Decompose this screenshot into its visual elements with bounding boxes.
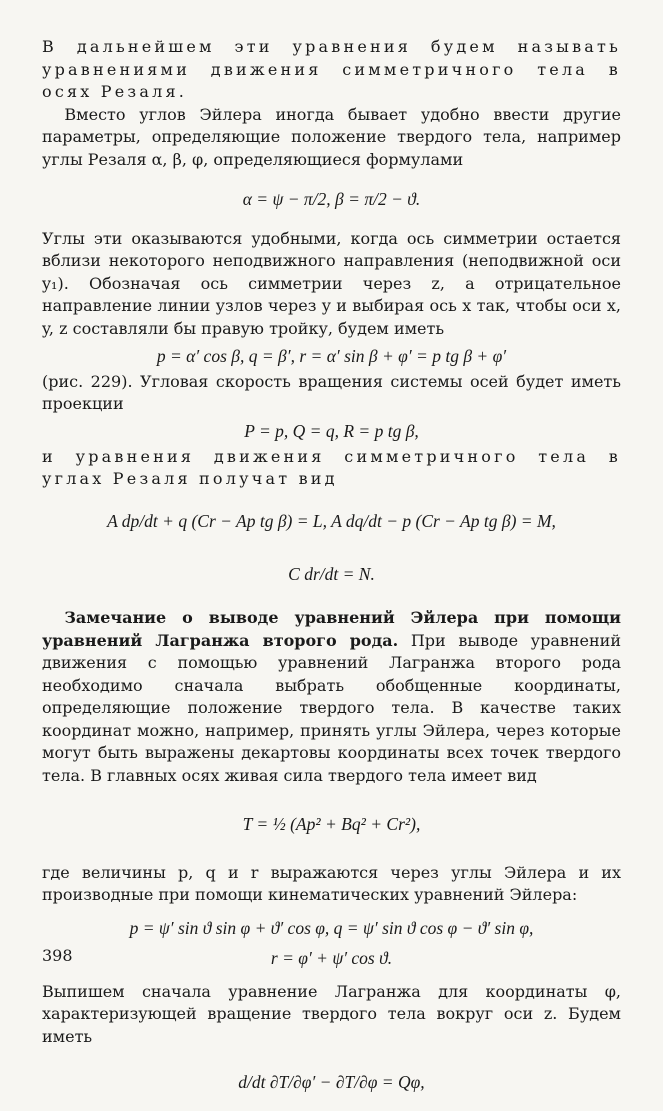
formula: A dp/dt + q (Cr − Ap tg β) = L, A dq/dt − p (Cr − Ap tg β) = M,: [107, 510, 556, 531]
paragraph: (рис. 229). Угловая скорость вращения системы осей будет иметь проекции: [42, 371, 621, 414]
formula: r = φ′ + ψ′ cos ϑ.: [270, 947, 393, 968]
remark-paragraph: [42, 607, 621, 788]
paragraph: Выпишем сначала уравнение Лагранжа для координаты φ, характеризующей вращение твердого тела вокруг оси z. Будем иметь: [42, 981, 621, 1047]
paragraph: Вместо углов Эйлера иногда бывает удобно ввести другие параметры, определяющие положение твердого тела, например углы Резаля α, β, φ, определяющиеся формулами: [42, 104, 621, 169]
paragraph: и уравнения движения симметричного тела в углах Резаля получат вид: [42, 446, 621, 489]
remark-body: При выводе уравнений движения с помощью уравнений Лагранжа второго рода необходимо сначала выбрать обобщенные координаты, определяющие положение твердого тела. В качестве таких координат можно, например, принять углы Эйлера, через которые могут быть выражены декартовы координаты всех точек твердого тела. В главных осях живая сила твердого тела имеет вид: [42, 630, 621, 786]
page-number: 398: [42, 946, 73, 965]
formula: α = ψ − π/2, β = π/2 − ϑ.: [242, 188, 421, 209]
paragraph: В дальнейшем эти уравнения будем называть уравнениями движения симметричного тела в осях Резаля.: [42, 37, 621, 102]
formula: C dr/dt = N.: [288, 563, 375, 584]
remark-title: Замечание о выводе уравнений Эйлера при помощи уравнений Лагранжа второго рода.: [42, 607, 621, 650]
paragraph: Углы эти оказываются удобными, когда ось симметрии остается вблизи некоторого неподвижного направления (неподвижной оси y₁). Обозначая ось симметрии через z, а отрицательное направление линии узлов через y и выбирая ось x так, чтобы оси x, y, z составляли бы правую тройку, будем иметь: [42, 228, 621, 338]
formula: p = ψ′ sin ϑ sin φ + ϑ′ cos φ, q = ψ′ sin ϑ cos φ − ϑ′ sin φ,: [129, 917, 534, 938]
formula: p = α′ cos β, q = β′, r = α′ sin β + φ′ = p tg β + φ′: [156, 345, 507, 366]
formula: P = p, Q = q, R = p tg β,: [244, 420, 419, 441]
formula: d/dt ∂T/∂φ′ − ∂T/∂φ = Qφ,: [238, 1071, 425, 1092]
paragraph: где величины p, q и r выражаются через углы Эйлера и их производные при помощи кинематических уравнений Эйлера:: [42, 862, 621, 905]
formula: T = ½ (Ap² + Bq² + Cr²),: [242, 813, 421, 834]
